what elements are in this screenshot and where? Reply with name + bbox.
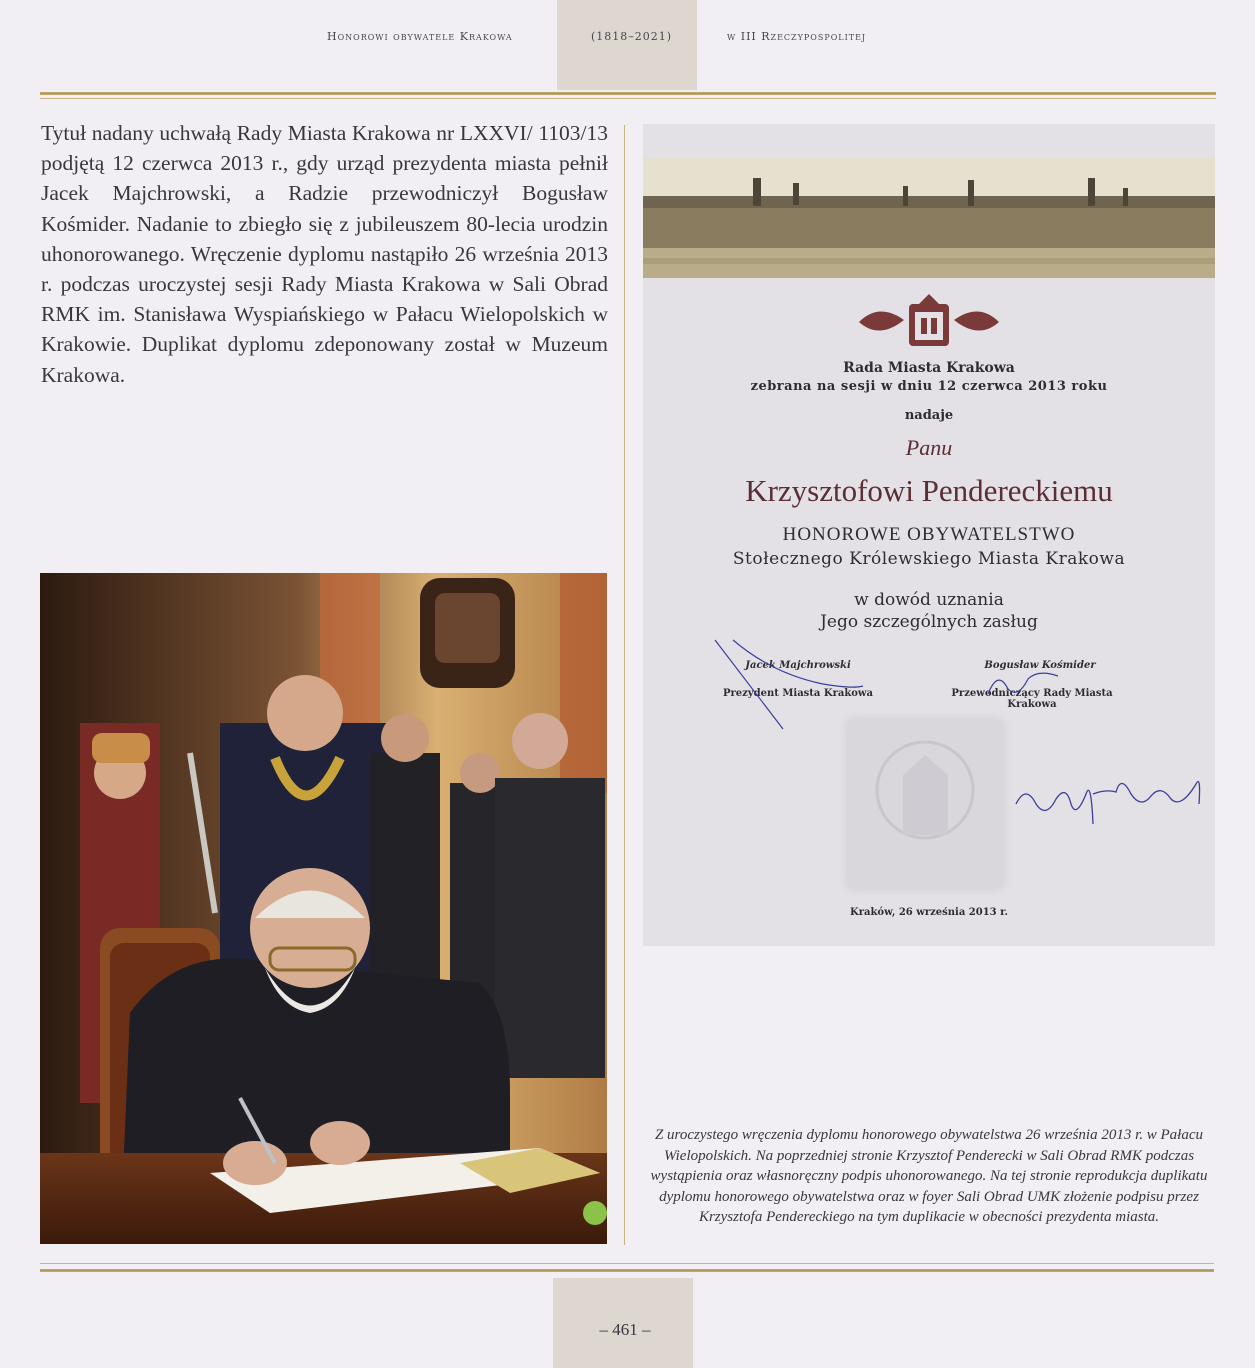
signature-majchrowski-icon xyxy=(703,634,873,734)
column-divider xyxy=(624,125,625,1245)
running-header-right: w III Rzeczypospolitej xyxy=(727,30,867,43)
diploma-grants: nadaje xyxy=(904,408,954,423)
diploma-reason-line2: Jego szczególnych zasług xyxy=(820,612,1038,632)
diploma-title: HONOROWE OBYWATELSTWO xyxy=(782,524,1076,545)
signer-right-role: Przewodniczący Rady Miasta Krakowa xyxy=(951,688,1113,710)
diploma-salutation: Panu xyxy=(905,435,953,460)
signature-kosmider-icon xyxy=(978,664,1068,704)
signer-right-name: Bogusław Kośmider xyxy=(984,660,1096,671)
bottom-gold-rule xyxy=(40,1269,1214,1272)
header-center-band xyxy=(557,0,697,90)
running-header-center: (1818–2021) xyxy=(591,30,673,43)
diploma-council: Rada Miasta Krakowa xyxy=(843,360,1015,376)
diploma-session: zebrana na sesji w dniu 12 czerwca 2013 roku xyxy=(750,379,1108,394)
bottom-gold-rule-thin xyxy=(40,1263,1214,1264)
diploma-recipient: Krzysztofowi Pendereckiemu xyxy=(745,473,1113,508)
top-gold-rule-thin xyxy=(40,98,1216,99)
ceremony-photo xyxy=(40,573,607,1244)
page-number: – 461 – xyxy=(599,1320,651,1339)
diploma-reason-line1: w dowód uznania xyxy=(854,590,1004,610)
top-gold-rule xyxy=(40,92,1216,95)
signature-penderecki-icon xyxy=(1011,764,1211,834)
photo-caption: Z uroczystego wręczenia dyplomu honorowego obywatelstwa 26 września 2013 r. w Pałacu Wielopolskich. Na poprzedniej stronie Krzysztof Penderecki w Sali Obrad RMK podczas wystąpienia oraz własnoręczny podpis uhonorowanego. Na tej stronie reprodukcja duplikatu dyplomu honorowego obywatelstwa oraz w foyer Sali Obrad UMK złożenie podpisu przez Krzysztofa Pendereckiego na tym duplikacie w obecności prezydenta miasta. xyxy=(650,1127,1208,1226)
crest-emblem-icon xyxy=(849,292,1009,352)
running-header-left: Honorowi obywatele Krakowa xyxy=(327,30,513,43)
diploma-reproduction xyxy=(643,124,1215,946)
body-paragraph: Tytuł nadany uchwałą Rady Miasta Krakowa nr LXXVI/ 1103/13 podjętą 12 czerwca 2013 r., gdy urząd prezydenta miasta pełnił Jacek Majchrowski, a Radzie przewodniczył Bogusław Kośmider. Nadanie to zbiegło się z jubileuszem 80-lecia urodzin uhonorowanego. Wręczenie dyplomu nastąpiło 26 września 2013 r. podczas uroczystej sesji Rady Miasta Krakowa w Sali Obrad RMK im. Stanisława Wyspiańskiego w Pałacu Wielopolskich w Krakowie. Duplikat dyplomu zdeponowany został w Muzeum Krakowa. xyxy=(41,121,608,387)
diploma-place-date: Kraków, 26 września 2013 r. xyxy=(850,907,1008,918)
signer-left-name: Jacek Majchrowski xyxy=(745,660,851,671)
embossed-seal xyxy=(848,720,1003,888)
diploma-city: Stołecznego Królewskiego Miasta Krakowa xyxy=(732,549,1126,569)
city-panorama-image xyxy=(643,158,1215,278)
signer-left-role: Prezydent Miasta Krakowa xyxy=(722,688,874,699)
